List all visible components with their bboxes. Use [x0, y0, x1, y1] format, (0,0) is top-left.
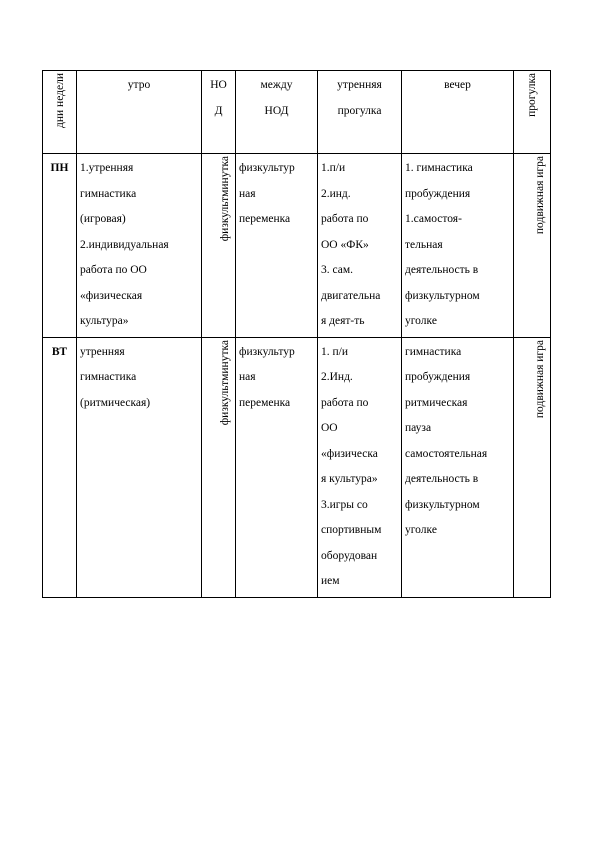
cell-line: ная — [239, 371, 256, 383]
cell-line: двигательна — [321, 289, 381, 302]
cell-line: деятельность в — [405, 473, 479, 485]
evening-cell — [402, 154, 514, 338]
cell-line: ритмическая — [405, 396, 468, 409]
cell-line: уголке — [405, 524, 437, 536]
cell-line: пауза — [405, 422, 432, 434]
walk-cell — [318, 337, 402, 597]
cell-line: утренняя — [80, 345, 125, 358]
cell-line: гимнастика — [405, 345, 462, 358]
header-walk-line: утренняя — [337, 79, 382, 91]
cell-line: пробуждения — [405, 187, 471, 200]
cell-line: физкультур — [239, 162, 295, 174]
day-label: ПН — [50, 162, 69, 174]
cell-line: переменка — [239, 396, 291, 409]
cell-line: спортивным — [321, 524, 382, 536]
cell-line: ием — [321, 575, 340, 587]
cell-line: «физическа — [321, 447, 378, 460]
header-days: дни недели — [53, 73, 66, 128]
cell-line: 1. п/и — [321, 345, 349, 358]
nod-text: физкультминутка — [219, 339, 231, 425]
cell-line: 2.Инд. — [321, 371, 353, 383]
header-between-line: НОД — [264, 104, 289, 117]
cell-line: физкультур — [239, 345, 295, 358]
cell-line: физкультурном — [405, 498, 480, 511]
cell-line: культура» — [80, 315, 129, 327]
cell-line: пробуждения — [405, 371, 471, 383]
cell-line: 1.утренняя — [80, 162, 134, 174]
cell-line: работа по ОО — [80, 264, 147, 276]
nod-cell — [202, 337, 236, 597]
header-morning-text: утро — [127, 79, 151, 91]
morning-cell — [77, 154, 202, 338]
cell-line: 1.самостоя- — [405, 213, 462, 225]
table-row — [43, 337, 551, 597]
walk2-cell — [514, 337, 551, 597]
cell-line: физкультурном — [405, 289, 480, 302]
cell-line: работа по — [321, 213, 369, 225]
nod-cell — [202, 154, 236, 338]
cell-line: 1.п/и — [321, 162, 346, 174]
cell-line: гимнастика — [80, 371, 137, 383]
day-cell — [43, 154, 77, 338]
header-walk2: прогулка — [526, 73, 538, 117]
header-days-cell — [43, 71, 77, 154]
cell-line: 2.инд. — [321, 187, 351, 200]
walk-cell — [318, 154, 402, 338]
header-between — [236, 71, 318, 154]
header-walk2-cell — [514, 71, 551, 154]
header-walk — [318, 71, 402, 154]
header-morning — [77, 71, 202, 154]
header-between-line: между — [260, 79, 293, 91]
cell-line: 1. гимнастика — [405, 162, 473, 174]
cell-line: гимнастика — [80, 187, 137, 200]
cell-line: я деят-ть — [321, 315, 365, 327]
day-cell — [43, 337, 77, 597]
cell-line: уголке — [405, 315, 437, 327]
walk2-text: подвижная игра — [534, 156, 546, 235]
walk2-cell — [514, 154, 551, 338]
cell-line: оборудован — [321, 549, 378, 562]
cell-line: 3. сам. — [321, 264, 354, 276]
cell-line: работа по — [321, 396, 369, 409]
cell-line: деятельность в — [405, 264, 479, 276]
header-nod-line: Д — [214, 104, 223, 117]
walk2-text: подвижная игра — [534, 339, 546, 418]
cell-line: ОО — [321, 422, 338, 434]
between-cell — [236, 337, 318, 597]
evening-cell — [402, 337, 514, 597]
cell-line: «физическая — [80, 289, 143, 302]
day-label: ВТ — [51, 345, 68, 358]
cell-line: переменка — [239, 213, 291, 225]
cell-line: (ритмическая) — [80, 396, 151, 409]
header-walk-line: прогулка — [337, 104, 382, 117]
header-evening — [402, 71, 514, 154]
between-cell — [236, 154, 318, 338]
table-row — [43, 154, 551, 338]
cell-line: самостоятельная — [405, 447, 488, 460]
cell-line: 3.игры со — [321, 498, 368, 511]
cell-line: (игровая) — [80, 213, 126, 225]
cell-line: 2.индивидуальная — [80, 238, 169, 251]
header-row — [43, 71, 551, 154]
cell-line: ная — [239, 187, 256, 200]
schedule-table — [42, 70, 551, 598]
header-nod — [202, 71, 236, 154]
nod-text: физкультминутка — [219, 156, 231, 242]
morning-cell — [77, 337, 202, 597]
cell-line: тельная — [405, 238, 443, 251]
header-nod-line: НО — [210, 79, 227, 91]
cell-line: я культура» — [321, 473, 378, 485]
header-evening-text: вечер — [444, 79, 471, 91]
cell-line: ОО «ФК» — [321, 238, 369, 251]
